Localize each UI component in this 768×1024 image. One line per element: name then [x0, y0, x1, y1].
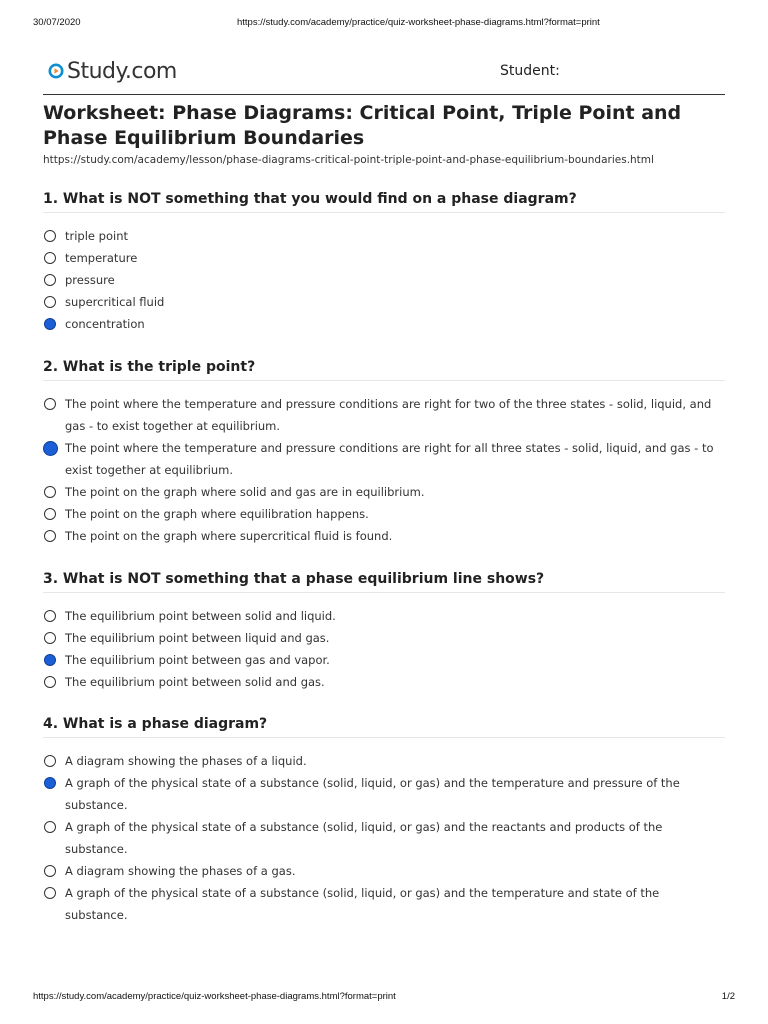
question-title: 4. What is a phase diagram? — [43, 716, 268, 732]
question-title: 3. What is NOT something that a phase equilibrium line shows? — [43, 571, 545, 587]
question-2 — [43, 358, 725, 547]
radio-button[interactable] — [44, 865, 56, 877]
radio-button[interactable] — [44, 296, 56, 308]
radio-button[interactable] — [44, 252, 56, 264]
answer-option[interactable] — [43, 291, 723, 313]
question-title: 2. What is the triple point? — [43, 359, 256, 375]
answer-option-selected[interactable] — [43, 437, 723, 481]
answer-option[interactable] — [43, 860, 723, 882]
radio-button[interactable] — [44, 398, 56, 410]
radio-button[interactable] — [44, 755, 56, 767]
option-text: The equilibrium point between solid and liquid. — [65, 609, 336, 623]
page-number: 1/2 — [721, 991, 735, 1002]
option-text: The point on the graph where supercritical fluid is found. — [65, 529, 393, 543]
print-date: 30/07/2020 — [33, 17, 81, 28]
option-list — [43, 393, 725, 547]
option-text: A graph of the physical state of a substance (solid, liquid, or gas) and the temperature and pressure of the substance. — [65, 776, 680, 812]
question-divider — [43, 212, 725, 213]
answer-option[interactable] — [43, 525, 723, 547]
option-text: The point where the temperature and pressure conditions are right for all three states - solid, liquid, and gas - to exist together at equilibrium. — [65, 441, 714, 477]
radio-button-checked[interactable] — [44, 318, 56, 330]
answer-option[interactable] — [43, 269, 723, 291]
answer-option[interactable] — [43, 393, 723, 437]
play-circle-icon — [48, 60, 64, 82]
option-text: A diagram showing the phases of a liquid. — [65, 754, 307, 768]
option-text: The point on the graph where equilibration happens. — [65, 507, 369, 521]
option-text: The equilibrium point between liquid and gas. — [65, 631, 330, 645]
option-text: A graph of the physical state of a substance (solid, liquid, or gas) and the temperature and state of the substance. — [65, 886, 660, 922]
radio-button-checked[interactable] — [44, 654, 56, 666]
answer-option[interactable] — [43, 503, 723, 525]
option-list — [43, 750, 725, 926]
radio-button[interactable] — [44, 821, 56, 833]
answer-option[interactable] — [43, 481, 723, 503]
question-1 — [43, 190, 725, 335]
page-title: Worksheet: Phase Diagrams: Critical Point, Triple Point and Phase Equilibrium Boundaries — [43, 102, 682, 149]
lesson-url[interactable]: https://study.com/academy/lesson/phase-diagrams-critical-point-triple-point-and-phase-equilibrium-boundaries.html — [43, 154, 654, 166]
option-text: The equilibrium point between solid and gas. — [65, 675, 325, 689]
radio-button[interactable] — [44, 274, 56, 286]
question-4 — [43, 715, 725, 926]
logo-text: Study.com — [67, 58, 177, 84]
radio-button-checked[interactable] — [43, 441, 58, 456]
question-3 — [43, 570, 725, 693]
option-text: triple point — [65, 229, 128, 243]
radio-button[interactable] — [44, 610, 56, 622]
option-text: The point where the temperature and pressure conditions are right for two of the three states - solid, liquid, and gas - to exist together at equilibrium. — [65, 397, 712, 433]
radio-button-checked[interactable] — [44, 777, 56, 789]
option-text: The point on the graph where solid and gas are in equilibrium. — [65, 485, 425, 499]
answer-option[interactable] — [43, 225, 723, 247]
question-divider — [43, 380, 725, 381]
option-text: pressure — [65, 273, 115, 287]
print-footer-url: https://study.com/academy/practice/quiz-worksheet-phase-diagrams.html?format=print — [33, 991, 396, 1002]
answer-option[interactable] — [43, 816, 723, 860]
answer-option[interactable] — [43, 750, 723, 772]
radio-button[interactable] — [44, 887, 56, 899]
question-divider — [43, 737, 725, 738]
option-text: supercritical fluid — [65, 295, 165, 309]
radio-button[interactable] — [44, 486, 56, 498]
answer-option-selected[interactable] — [43, 772, 723, 816]
answer-option[interactable] — [43, 671, 723, 693]
option-text: temperature — [65, 251, 138, 265]
option-text: A graph of the physical state of a substance (solid, liquid, or gas) and the reactants and products of the substance. — [65, 820, 663, 856]
question-title: 1. What is NOT something that you would find on a phase diagram? — [43, 191, 577, 207]
radio-button[interactable] — [44, 508, 56, 520]
option-list — [43, 225, 725, 335]
option-text: The equilibrium point between gas and vapor. — [65, 653, 330, 667]
answer-option[interactable] — [43, 627, 723, 649]
radio-button[interactable] — [44, 676, 56, 688]
radio-button[interactable] — [44, 230, 56, 242]
question-divider — [43, 592, 725, 593]
option-text: A diagram showing the phases of a gas. — [65, 864, 296, 878]
radio-button[interactable] — [44, 530, 56, 542]
study-logo[interactable] — [48, 57, 177, 85]
answer-option[interactable] — [43, 605, 723, 627]
answer-option[interactable] — [43, 247, 723, 269]
answer-option-selected[interactable] — [43, 313, 723, 335]
option-text: concentration — [65, 317, 145, 331]
radio-button[interactable] — [44, 632, 56, 644]
answer-option-selected[interactable] — [43, 649, 723, 671]
student-label: Student: — [500, 63, 560, 79]
print-footer — [0, 991, 768, 1005]
print-header-url: https://study.com/academy/practice/quiz-worksheet-phase-diagrams.html?format=print — [237, 17, 600, 28]
header-divider — [43, 94, 725, 95]
option-list — [43, 605, 725, 693]
print-header — [0, 17, 768, 31]
answer-option[interactable] — [43, 882, 723, 926]
